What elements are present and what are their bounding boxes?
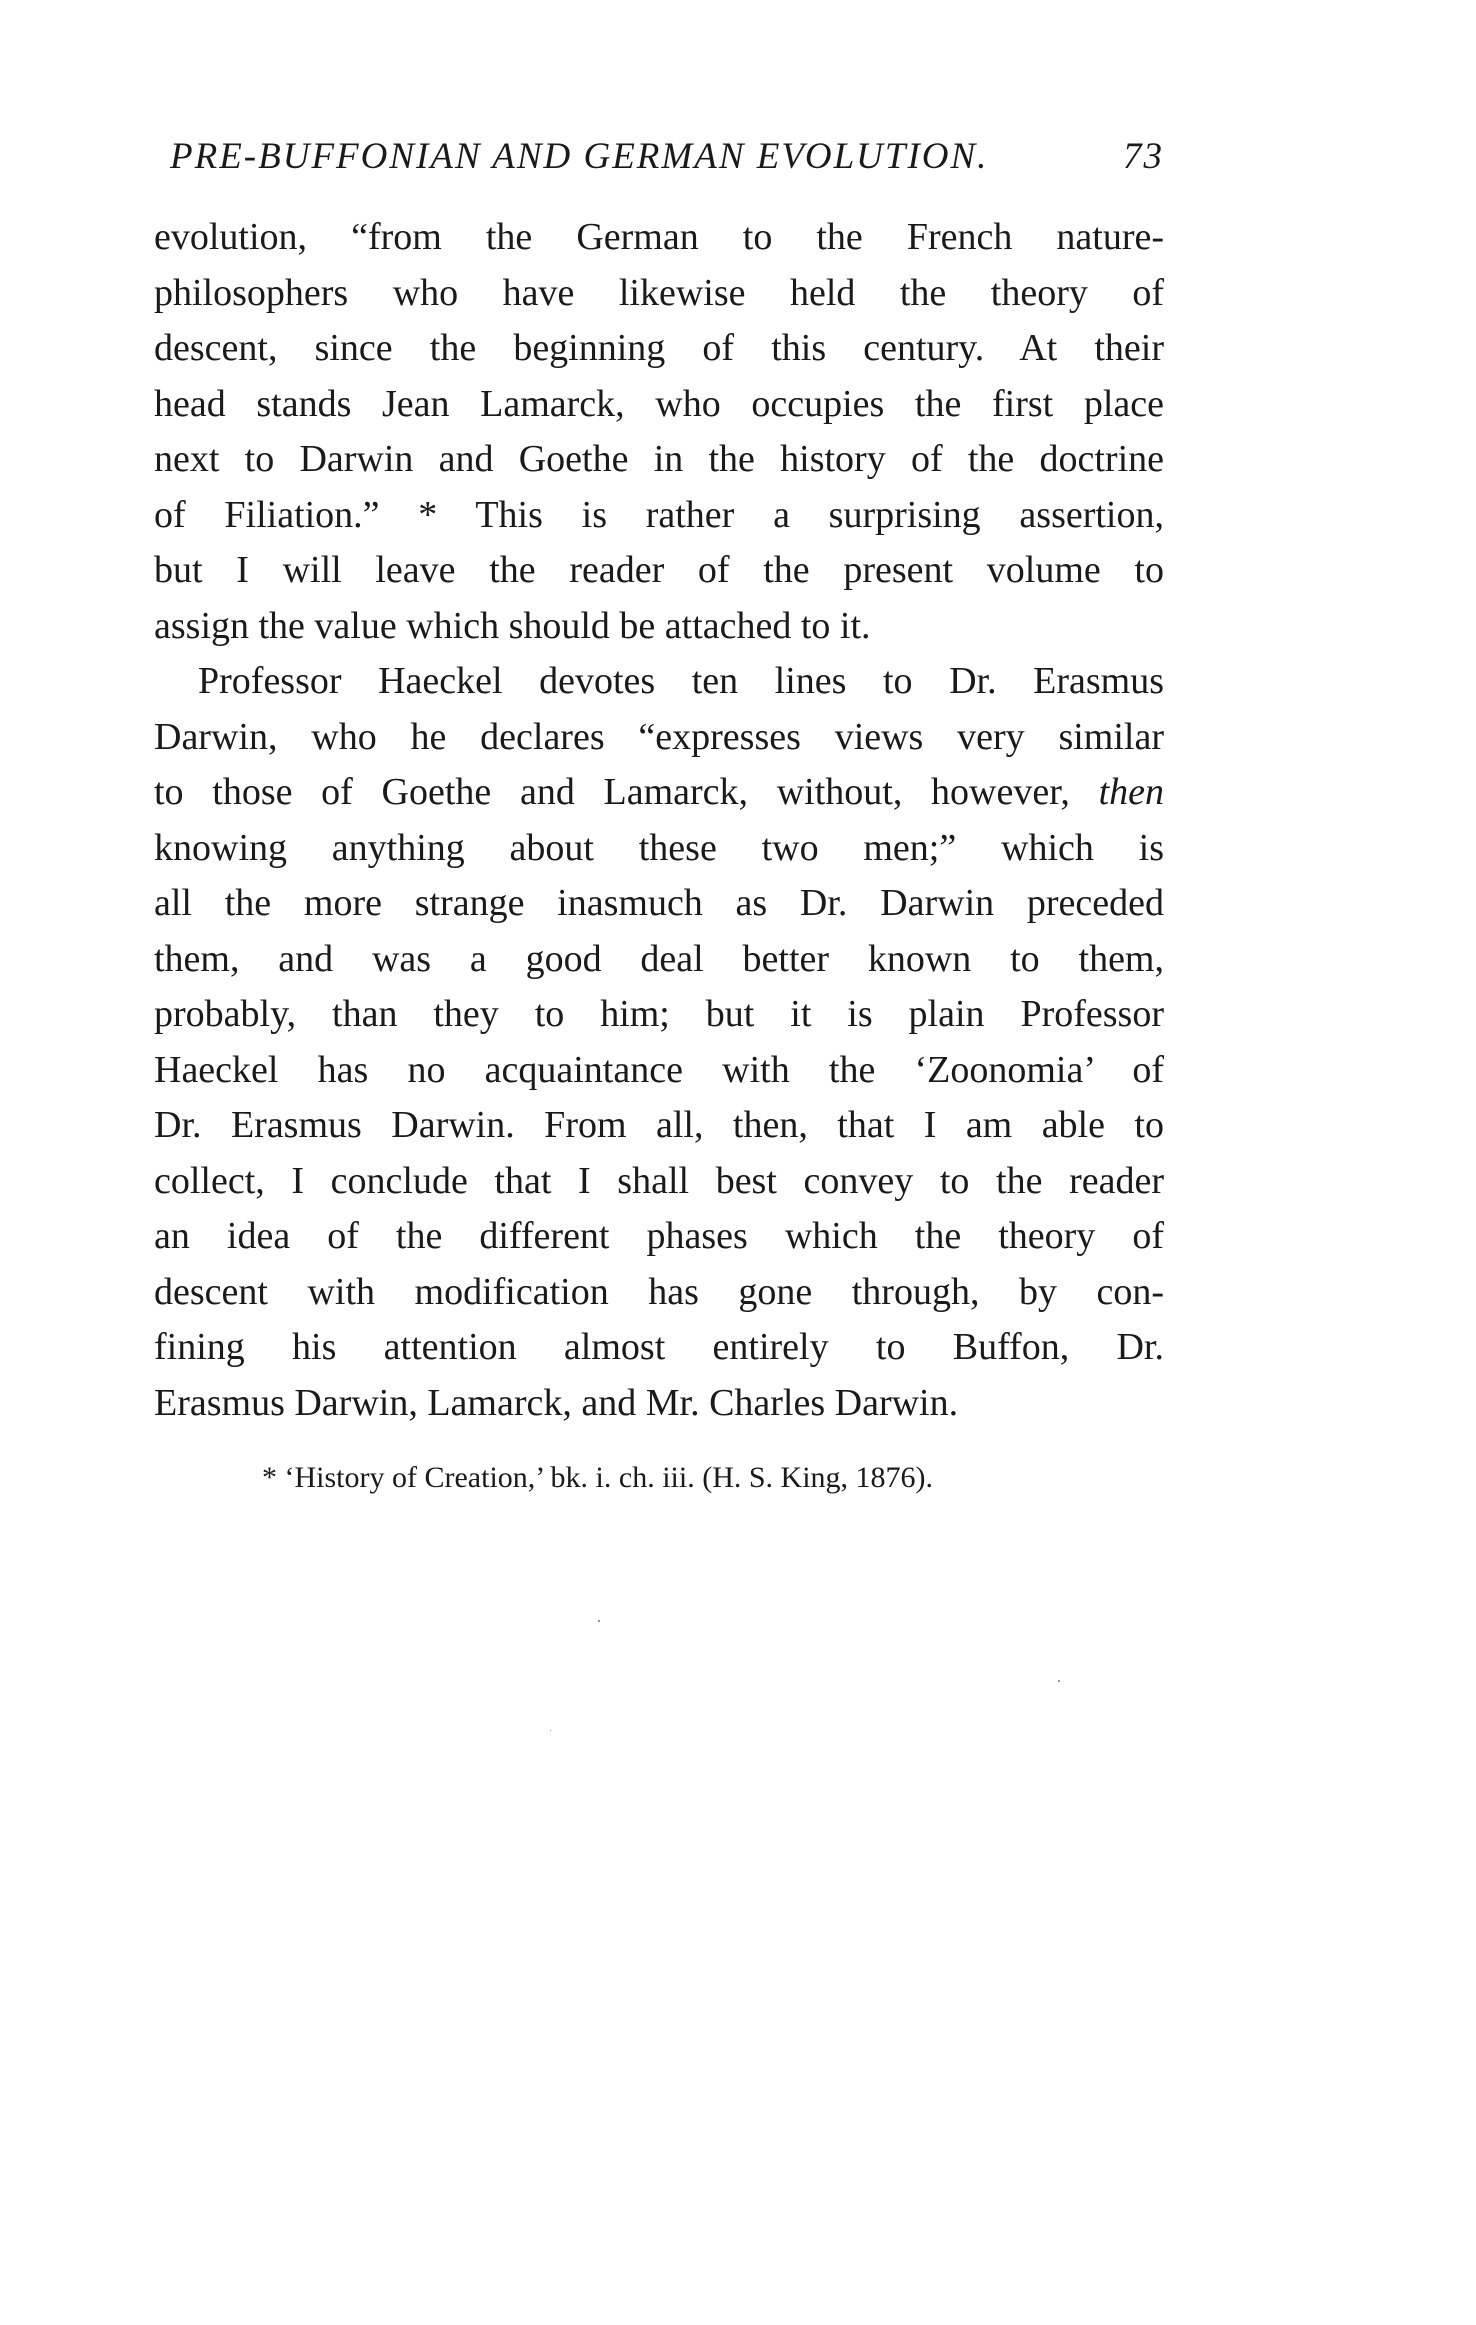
page-number: 73 xyxy=(1123,136,1164,177)
text-line: descent, since the beginning of this century. At their xyxy=(154,327,1164,369)
text-line: philosophers who have likewise held the theory of xyxy=(154,271,1164,314)
text-line: probably, than they to him; but it is plain Professor xyxy=(154,993,1164,1035)
running-head xyxy=(170,132,1164,182)
paper-speck xyxy=(1058,1680,1060,1682)
footnote: * ‘History of Creation,’ bk. i. ch. iii. (H. S. King, 1876). xyxy=(262,1461,934,1494)
text-line: descent with modification has gone through, by con- xyxy=(154,1270,1164,1313)
text-line-with-italic xyxy=(154,765,1164,821)
text-line: next to Darwin and Goethe in the history of the doctrine xyxy=(154,438,1164,480)
text-line: Professor Haeckel devotes ten lines to Dr. Erasmus xyxy=(198,660,1164,702)
text-line: all the more strange inasmuch as Dr. Darwin preceded xyxy=(154,882,1164,924)
text-line: collect, I conclude that I shall best convey to the reader xyxy=(154,1159,1164,1202)
text-line: Darwin, who he declares “expresses views very similar xyxy=(154,715,1164,758)
italic-word: then xyxy=(1098,771,1164,813)
text-segment: to those of Goethe and Lamarck, without, however, xyxy=(154,771,1099,813)
text-line: Haeckel has no acquaintance with the ‘Zoonomia’ of xyxy=(154,1048,1164,1091)
text-line: Dr. Erasmus Darwin. From all, then, that I am able to xyxy=(154,1104,1164,1146)
body-text xyxy=(154,210,1164,1431)
text-line: Erasmus Darwin, Lamarck, and Mr. Charles Darwin. xyxy=(154,1381,959,1424)
text-line: of Filiation.” * This is rather a surprising assertion, xyxy=(154,493,1164,536)
paper-speck xyxy=(550,1730,551,1731)
text-line: them, and was a good deal better known to them, xyxy=(154,937,1164,980)
text-line: fining his attention almost entirely to Buffon, Dr. xyxy=(154,1326,1164,1368)
text-line: an idea of the different phases which the theory of xyxy=(154,1215,1164,1257)
text-line: head stands Jean Lamarck, who occupies the first place xyxy=(154,382,1164,425)
text-line: evolution, “from the German to the French nature- xyxy=(154,216,1164,258)
running-title: PRE-BUFFONIAN AND GERMAN EVOLUTION. xyxy=(170,136,989,177)
text-line: but I will leave the reader of the present volume to xyxy=(154,549,1164,591)
text-line: knowing anything about these two men;” which is xyxy=(154,826,1164,869)
text-line: assign the value which should be attached to it. xyxy=(154,604,871,647)
paper-speck xyxy=(598,1620,600,1622)
